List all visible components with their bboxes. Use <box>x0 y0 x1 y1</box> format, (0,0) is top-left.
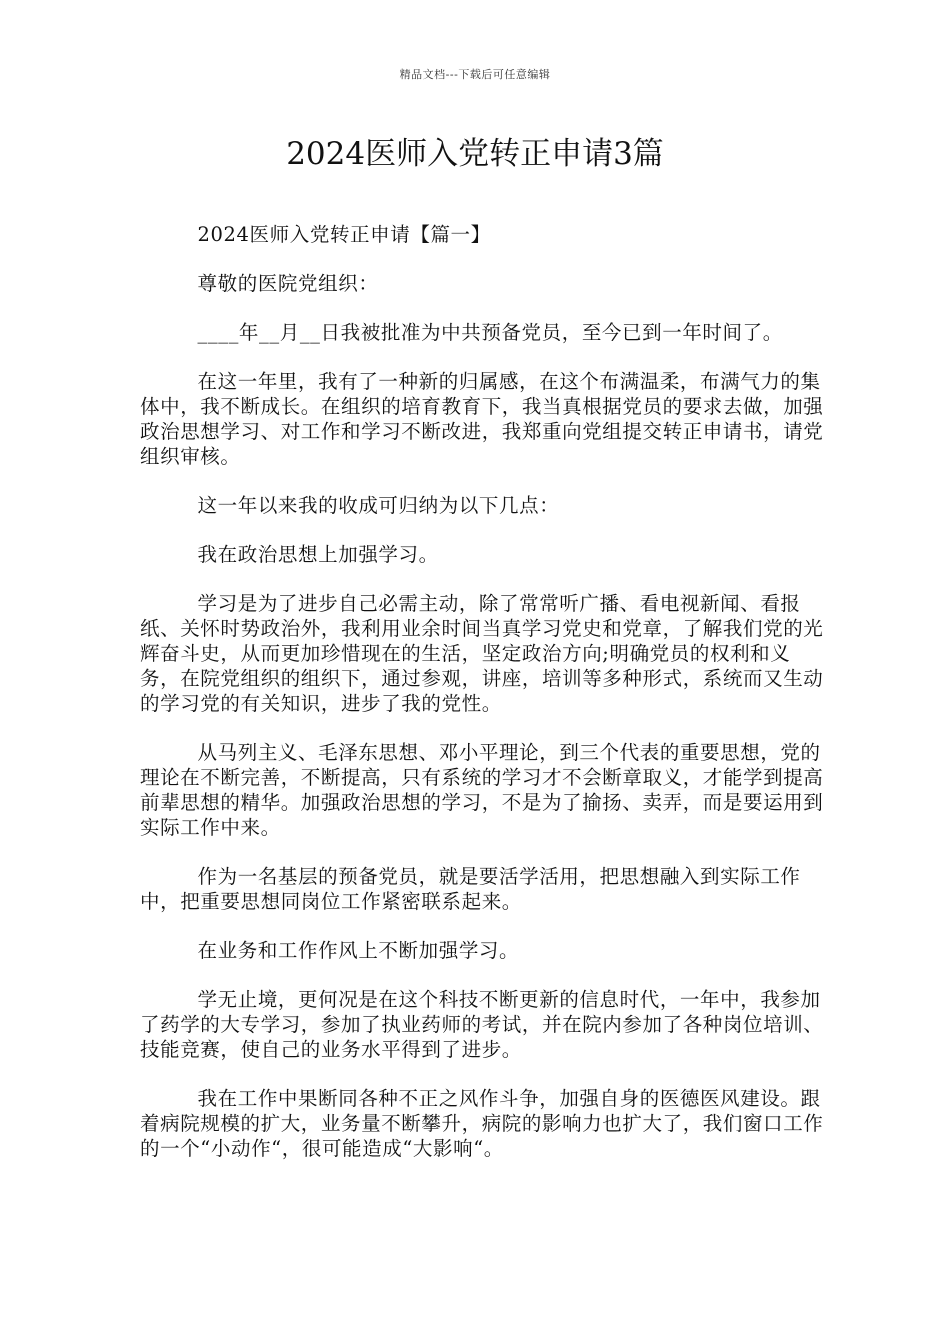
paragraph: 我在工作中果断同各种不正之风作斗争，加强自身的医德医风建设。跟着病院规模的扩大，业务量不断攀升，病院的影响力也扩大了，我们窗口工作的一个“小动作“，很可能造成“大影响“。 <box>140 1087 824 1160</box>
document-title: 2024医师入党转正申请3篇 <box>286 136 664 172</box>
header-note: 精品文档---下载后可任意编辑 <box>399 68 551 81</box>
document-body <box>140 222 828 1185</box>
paragraph: 这一年以来我的收成可归纳为以下几点： <box>197 494 560 517</box>
salutation: 尊敬的医院党组织： <box>197 272 379 295</box>
paragraph: 在这一年里，我有了一种新的归属感，在这个布满温柔，布满气力的集体中，我不断成长。在组织的培育教育下，我当真根据党员的要求去做，加强政治思想学习、对工作和学习不断改进，我郑重向党组提交转正申请书，请党组织审核。 <box>140 370 824 468</box>
paragraph: 从马列主义、毛泽东思想、邓小平理论，到三个代表的重要思想，党的理论在不断完善，不断提高，只有系统的学习才不会断章取义，才能学到提高前辈思想的精华。加强政治思想的学习，不是为了揄扬、卖弄，而是要运用到实际工作中来。 <box>140 741 824 839</box>
paragraph: 学无止境，更何况是在这个科技不断更新的信息时代，一年中，我参加了药学的大专学习，参加了执业药师的考试，并在院内参加了各种岗位培训、技能竞赛，使自己的业务水平得到了进步。 <box>140 988 824 1061</box>
paragraph: 我在政治思想上加强学习。 <box>197 543 439 566</box>
paragraph: 在业务和工作作风上不断加强学习。 <box>197 939 520 962</box>
section-heading: 2024医师入党转正申请【篇一】 <box>197 223 491 246</box>
paragraph: 作为一名基层的预备党员，就是要活学活用，把思想融入到实际工作中，把重要思想同岗位工作紧密联系起来。 <box>140 865 801 913</box>
paragraph: 学习是为了进步自己必需主动，除了常常听广播、看电视新闻、看报纸、关怀时势政治外，我利用业余时间当真学习党史和党章，了解我们党的光辉奋斗史，从而更加珍惜现在的生活，坚定政治方向;明确党员的权利和义务，在院党组织的组织下，通过参观，讲座，培训等多种形式，系统而又生动的学习党的有关知识，进步了我的党性。 <box>140 592 824 715</box>
paragraph: ____年__月__日我被批准为中共预备党员，至今已到一年时间了。 <box>197 321 783 344</box>
